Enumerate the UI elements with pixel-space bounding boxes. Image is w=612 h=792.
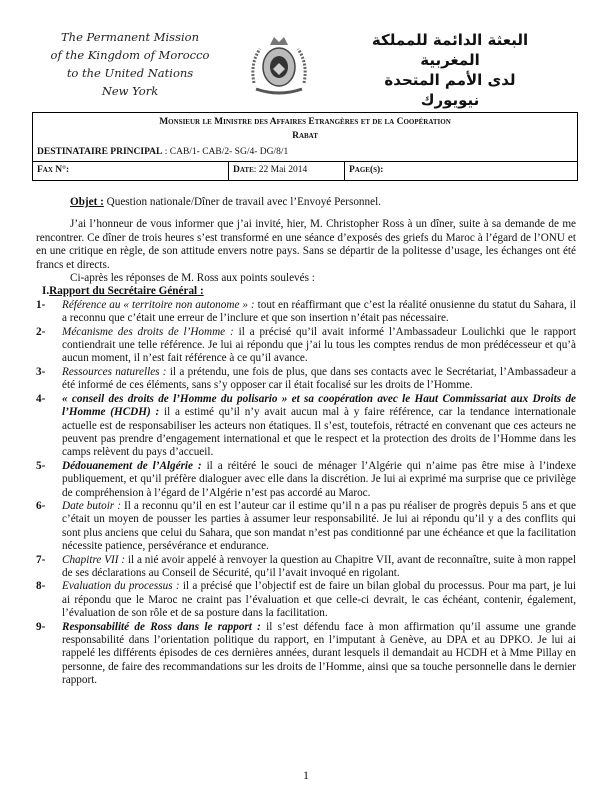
item-title: Dédouanement de l’Algérie : [62, 459, 202, 472]
item-number: 3- [36, 365, 46, 378]
list-item [36, 621, 576, 688]
item-text [62, 393, 576, 460]
letter-body [36, 196, 576, 688]
letterhead-arabic [360, 30, 540, 110]
item-number: 4- [36, 392, 46, 405]
letterhead-line: البعثة الدائمة للمملكة المغربية [371, 31, 529, 69]
item-title: Ressources naturelles : [62, 365, 167, 378]
item-title: Date butoir : [62, 499, 121, 512]
item-title: « conseil des droits de l’Homme du polisario » et sa coopération avec le Haut Commissariat aux Droits de l’Homme (HCDH) : [62, 392, 576, 419]
list-item [36, 299, 576, 326]
fax-cell [33, 162, 229, 180]
item-body: Il a reconnu qu’il en est l’auteur car il estime qu’il n a pas pu réaliser de progrès depuis 5 ans et que c’était un moyen de pousser les parties à assumer leur responsabilité. Je lui ai répondu qu’il y a des conflits qui sont plus anciens que celui du Sahara, que son mandat n’est pas conditionné par une échéance et que la facilitation nécessite patience, persévérance et endurance. [62, 499, 576, 553]
item-number: 6- [36, 499, 46, 512]
subject-line [70, 196, 576, 209]
list-item [36, 326, 576, 366]
letterhead-line: نيويورك [420, 91, 480, 109]
date-cell [229, 162, 345, 180]
page-number: 1 [303, 768, 309, 782]
subject-text: Question nationale/Dîner de travail avec l’Envoyé Personnel. [103, 196, 381, 208]
list-item [36, 460, 576, 500]
pages-cell [345, 162, 577, 180]
list-item [36, 366, 576, 393]
item-text [62, 366, 576, 393]
dest-label: DESTINATAIRE PRINCIPAL [37, 147, 163, 157]
item-title: Mécanisme des droits de l’Homme : [62, 325, 234, 338]
item-text [62, 299, 576, 326]
item-text [62, 326, 576, 366]
item-text [62, 500, 576, 554]
item-body: il a prétendu, une fois de plus, que dans ses contacts avec le Secrétariat, l’Ambassadeur a été informé de ces éléments, sans s’y opposer car il était focalisé sur les droits de l’Homme. [62, 365, 576, 392]
section-number: I. [42, 285, 50, 298]
list-item [36, 500, 576, 554]
item-title: Référence au « territoire non autonome » : [62, 298, 255, 311]
item-title: Responsabilité de Ross dans le rapport : [62, 620, 261, 633]
royal-coat-of-arms-icon [246, 33, 312, 99]
item-text [62, 621, 576, 688]
letterhead-line: The Permanent Mission [61, 30, 199, 44]
fax-header-table [32, 112, 578, 181]
item-body: tout en réaffirmant que c’est la réalité onusienne du statut du Sahara, il a reconnu que c’était une erreur de l’inclure et que son insertion n’était pas nécessaire. [62, 298, 576, 325]
list-item [36, 580, 576, 620]
item-number: 9- [36, 620, 46, 633]
dest-value: : CAB/1- CAB/2- SG/4- DG/8/1 [162, 147, 289, 157]
fax-label: Fax N°: [37, 165, 70, 175]
list-item [36, 554, 576, 581]
section-heading [42, 285, 576, 298]
item-list [36, 299, 576, 688]
item-text [62, 580, 576, 620]
list-item [36, 393, 576, 460]
recipient-line: Monsieur le Ministre des Affaires Etrangères et de la Coopération [159, 117, 451, 127]
date-label: Date [233, 165, 254, 175]
lead-paragraph: Ci-après les réponses de M. Ross aux points soulevés : [70, 272, 315, 285]
letterhead-line: to the United Nations [66, 66, 194, 80]
letterhead-line: of the Kingdom of Morocco [50, 48, 210, 62]
pages-label: Page(s): [349, 165, 384, 175]
letterhead-line: New York [101, 84, 159, 98]
item-body: il a estimé qu’il n’y avait aucun mal à y faire référence, car la tendance internationale actuelle est de responsabiliser les acteurs non étatiques. Il s’est, toutefois, rétracté en convenant que ces acteurs ne peuvent pas prendre d’engagement international et que le respect et la protection des droits de l’Homme dans les camps relèvent du pays d’accueil. [62, 406, 577, 459]
date-value: : 22 Mai 2014 [253, 165, 308, 175]
item-number: 8- [36, 580, 46, 593]
item-number: 7- [36, 553, 46, 566]
item-title: Chapitre VII : [62, 553, 126, 566]
recipient-city: Rabat [292, 131, 318, 141]
item-body: il a réitéré le souci de ménager l’Algérie qui n’aime pas être mise à l’indexe publiquement, et qu’il préfère dialoguer avec elle dans la discrétion. Je lui ai exprimé ma surprise que ce privilège de compréhension à l’égard de l’Algérie n’est pas accordé au Maroc. [62, 459, 576, 499]
item-body: il a nié avoir appelé à renvoyer la question au Chapitre VII, avant de reconnaître, suite à mon rappel de ses déclarations au Conseil de Sécurité, qu’il l’avait invoqué en rigolant. [62, 553, 576, 579]
item-body: il s’est défendu face à mon affirmation qu’il assume une grande responsabilité dans l’orientation politique du rapport, en l’imputant à Genève, au DPA et au DPKO. Je lui ai rappelé les différents épisodes de ces dernières années, durant lesquels il demandait au HCDH et à Mme Pillay en personne, de faire des recommandations sur les droits de l’Homme, ainsi que sa touche personnelle dans le dernier rapport. [62, 620, 576, 687]
destinataire-principal [37, 147, 288, 157]
item-text [62, 554, 576, 581]
item-number: 2- [36, 325, 46, 338]
item-number: 5- [36, 459, 46, 472]
section-title: Rapport du Secrétaire Général : [49, 285, 204, 298]
item-body: il a précisé que l’objectif est de faire un bilan global du processus. Pour ma part, je lui ai répondu que le Maroc ne craint pas l’évaluation et que celle-ci devrait, le cas échéant, contenir, également, l’évaluation de son rôle et de sa posture dans la facilitation. [62, 580, 576, 620]
subject-label: Objet : [70, 196, 104, 208]
letterhead-english [40, 28, 220, 100]
letterhead-line: لدى الأمم المتحدة [384, 71, 516, 89]
intro-paragraph: J’ai l’honneur de vous informer que j’ai invité, hier, M. Christopher Ross à un dîner, suite à sa demande de me rencontrer. Ce dîner de trois heures s’est transformé en une séance d’exposés des griefs du Maroc à l’égard de l’ONU et en une critique en règle, de son attitude envers notre pays. Sans se départir de la politesse d’usage, les échanges ont été francs et directs. [36, 218, 576, 271]
item-body: il a précisé qu’il avait informé l’Ambassadeur Loulichki que le rapport contiendrait une telle référence. Je lui ai répondu que j’ai lu tous les comptes rendus de mon prédécesseur et qu’à aucun moment, il n’est fait référence à ce qu’il avance. [62, 325, 576, 365]
item-text [62, 460, 576, 500]
item-title: Evaluation du processus : [62, 580, 180, 593]
item-number: 1- [36, 298, 46, 311]
